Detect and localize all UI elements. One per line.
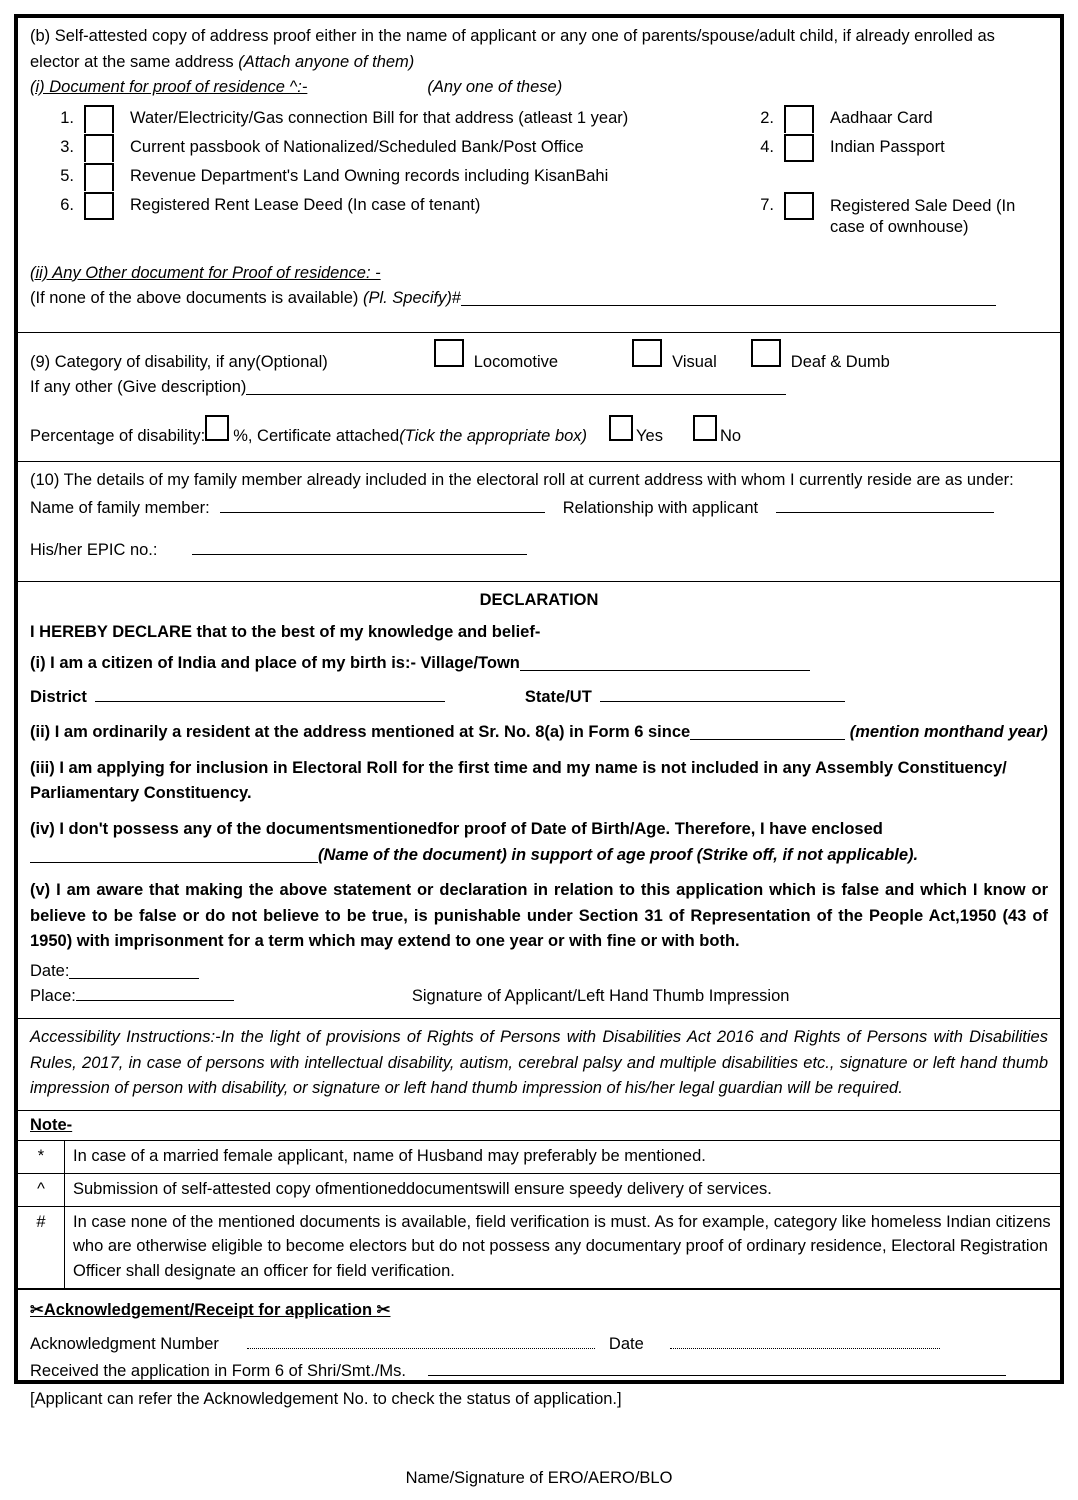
yes-label: Yes [636, 426, 663, 445]
doc-number: 4. [760, 137, 774, 156]
acknowledgement-number-row [30, 1332, 1048, 1358]
checkbox-certificate-yes[interactable] [609, 415, 633, 441]
state-label: State/UT [524, 687, 592, 706]
ero-signature-label: Name/Signature of ERO/AERO/BLO [405, 1469, 673, 1488]
accessibility-instructions: Accessibility Instructions:-In the light of provisions of Rights of Persons with Disabilities Act 2016 and Rights of Persons with Disabilities Rules, 2017, in case of persons with intellectual disability, autism, cerebral palsy and multiple disabilities etc., signature or left hand thumb impression of person with disability, or signature or left hand thumb impression of his/her legal guardian will be required. [30, 1027, 1048, 1098]
declaration-item-iv-suffix: (Name of the document) in support of age proof (Strike off, if not applicable). [318, 845, 919, 864]
doc-label: Indian Passport [830, 137, 945, 156]
district-label: District [30, 687, 87, 706]
no-label: No [719, 426, 742, 445]
declaration-hereby: I HEREBY DECLARE that to the best of my knowledge and belief- [30, 622, 541, 641]
section-note [18, 1111, 1060, 1290]
other-document-input[interactable] [461, 305, 996, 306]
other-document-row [30, 286, 1048, 312]
declaration-item-ii-text: (ii) I am ordinarily a resident at the address mentioned at Sr. No. 8(a) in Form 6 since [30, 723, 691, 742]
epic-row [30, 538, 1048, 564]
date-label: Date: [30, 961, 70, 980]
place-label: Place: [30, 987, 76, 1006]
disability-percentage-row [30, 415, 1048, 450]
section-family-member [18, 462, 1060, 582]
declaration-item-ii [30, 720, 1048, 746]
checkbox-doc-6[interactable] [84, 192, 114, 220]
checkbox-doc-1[interactable] [84, 105, 114, 133]
declaration-title: DECLARATION [479, 591, 599, 610]
checkbox-visual[interactable] [632, 339, 662, 367]
acknowledgement-number-input[interactable] [247, 1348, 595, 1349]
resident-since-input[interactable] [690, 739, 845, 740]
doc-number: 6. [60, 195, 74, 214]
doc-number: 7. [760, 195, 774, 214]
option-label-visual: Visual [672, 352, 717, 371]
document-row [30, 163, 1048, 192]
section-address-proof [18, 18, 1060, 333]
doc-number: 3. [60, 137, 74, 156]
note-table [18, 1140, 1060, 1289]
checkbox-doc-7[interactable] [784, 192, 814, 220]
address-proof-intro-italic: (Attach anyone of them) [238, 52, 415, 71]
note-text: Submission of self-attested copy ofmentioneddocumentswill ensure speedy delivery of services. [65, 1173, 1061, 1206]
declaration-item-i [30, 651, 1048, 677]
declaration-item-iv-line2 [30, 843, 1048, 869]
scissors-left-icon: ✂ [30, 1300, 44, 1319]
scissors-right-icon: ✂ [376, 1300, 391, 1319]
note-heading: Note- [30, 1115, 73, 1134]
doc-label: Water/Electricity/Gas connection Bill for that address (atleast 1 year) [130, 108, 629, 127]
other-document-prefix: (If none of the above documents is available) [30, 289, 363, 308]
family-name-label: Name of family member: [30, 498, 210, 517]
note-marker: ^ [18, 1173, 65, 1206]
declaration-item-iv-line1: (iv) I don't possess any of the documentsmentionedfor proof of Date of Birth/Age. Therefore, I have enclosed [30, 820, 883, 838]
received-label: Received the application in Form 6 of Shri/Smt./Ms. [30, 1362, 406, 1381]
checkbox-doc-4[interactable] [784, 134, 814, 162]
note-text: In case of a married female applicant, name of Husband may preferably be mentioned. [65, 1141, 1061, 1174]
checkbox-doc-3[interactable] [84, 134, 114, 162]
village-town-input[interactable] [520, 670, 810, 671]
doc-label: Revenue Department's Land Owning records including KisanBahi [130, 166, 609, 185]
address-proof-intro [30, 24, 1048, 75]
any-one-note: (Any one of these) [427, 78, 563, 97]
received-row [30, 1359, 1048, 1385]
note-row [18, 1141, 1060, 1174]
acknowledgement-refer-note: [Applicant can refer the Acknowledgement No. to check the status of application.] [30, 1389, 622, 1408]
note-text: In case none of the mentioned documents is available, field verification is must. As for example, category like homeless Indian citizens who are otherwise eligible to become electors but do not possess any documentary proof of ordinary residence, Electoral Registration Officer shall designate an officer for field verification. [65, 1206, 1061, 1288]
checkbox-certificate-no[interactable] [693, 415, 717, 441]
relationship-input[interactable] [776, 512, 994, 513]
declaration-place-row [30, 984, 1048, 1010]
other-document-hash: # [451, 289, 462, 308]
declaration-item-iii: (iii) I am applying for inclusion in Electoral Roll for the first time and my name is not included in any Assembly Constituency/ Parliamentary Constituency. [30, 758, 1007, 803]
declaration-item-ii-suffix: (mention monthand year) [849, 723, 1048, 742]
percentage-suffix: %, Certificate attached [233, 426, 400, 445]
state-input[interactable] [600, 701, 845, 702]
disability-other-row [30, 375, 1048, 401]
declaration-district-row [30, 685, 1048, 711]
family-member-question: (10) The details of my family member already included in the electoral roll at current address with whom I currently reside are as under: [30, 471, 1014, 490]
date-input[interactable] [69, 978, 199, 979]
form-frame [14, 14, 1064, 1488]
section-accessibility [18, 1019, 1060, 1111]
acknowledgement-title-row [30, 1298, 390, 1324]
other-document-heading: (ii) Any Other document for Proof of residence: - [30, 263, 381, 282]
document-row [30, 192, 1048, 239]
disability-category-label: (9) Category of disability, if any(Optional) [30, 352, 328, 371]
residence-subheading-row [30, 75, 1048, 101]
acknowledgement-title: Acknowledgement/Receipt for application [43, 1300, 373, 1319]
acknowledgement-number-label: Acknowledgment Number [30, 1334, 219, 1353]
percentage-input-box[interactable] [205, 415, 229, 441]
checkbox-doc-2[interactable] [784, 105, 814, 133]
received-name-input[interactable] [428, 1375, 1006, 1376]
relationship-label: Relationship with applicant [562, 498, 759, 517]
doc-label: Registered Sale Deed (In case of ownhouse) [830, 196, 1016, 237]
declaration-item-v: (v) I am aware that making the above statement or declaration in relation to this application which is false and which I know or believe to be false or do not believe to be true, is punishable under Section 31 of Representation of the People Act,1950 (43 of 1950) with imprisonment for a term which may extend to one year or with fine or with both. [30, 881, 1048, 951]
document-name-input[interactable] [30, 862, 318, 863]
option-label-locomotive: Locomotive [473, 352, 559, 371]
document-row [30, 134, 1048, 163]
tick-note: (Tick the appropriate box) [399, 426, 588, 445]
signature-label: Signature of Applicant/Left Hand Thumb Impression [411, 987, 790, 1006]
section-disability [18, 333, 1060, 463]
note-row [18, 1173, 1060, 1206]
doc-label: Current passbook of Nationalized/Scheduled Bank/Post Office [130, 137, 584, 156]
acknowledgement-date-input[interactable] [670, 1348, 940, 1349]
disability-other-label: If any other (Give description) [30, 378, 247, 397]
checkbox-doc-5[interactable] [84, 163, 114, 191]
note-row [18, 1206, 1060, 1288]
checkbox-locomotive[interactable] [434, 339, 464, 367]
checkbox-deaf-dumb[interactable] [751, 339, 781, 367]
note-marker: # [18, 1206, 65, 1288]
address-proof-intro-text: (b) Self-attested copy of address proof either in the name of applicant or any one of parents/spouse/adult child, if already enrolled as elector at the same address [30, 27, 995, 71]
other-document-specify: (Pl. Specify) [362, 289, 452, 308]
disability-percentage-label: Percentage of disability: [30, 426, 206, 445]
district-input[interactable] [95, 701, 445, 702]
declaration-item-i-text: (i) I am a citizen of India and place of my birth is:- Village/Town [30, 654, 520, 673]
residence-subheading: (i) Document for proof of residence ^:- [30, 78, 308, 97]
option-label-deaf-dumb: Deaf & Dumb [790, 352, 890, 371]
section-declaration [18, 582, 1060, 1019]
section-acknowledgement [18, 1290, 1060, 1500]
doc-number: 5. [60, 166, 74, 185]
note-marker: * [18, 1141, 65, 1174]
declaration-date-row [30, 959, 1048, 985]
doc-number: 2. [760, 108, 774, 127]
acknowledgement-date-label: Date [608, 1334, 644, 1353]
place-input[interactable] [76, 1000, 234, 1001]
family-name-input[interactable] [220, 512, 545, 513]
doc-number: 1. [60, 108, 74, 127]
epic-input[interactable] [192, 554, 527, 555]
family-name-row [30, 496, 1048, 522]
disability-other-input[interactable] [246, 394, 786, 395]
disability-category-row [30, 339, 1048, 376]
document-row [30, 105, 1048, 134]
epic-label: His/her EPIC no.: [30, 540, 158, 559]
doc-label: Aadhaar Card [830, 108, 933, 127]
doc-label: Registered Rent Lease Deed (In case of tenant) [130, 195, 481, 214]
